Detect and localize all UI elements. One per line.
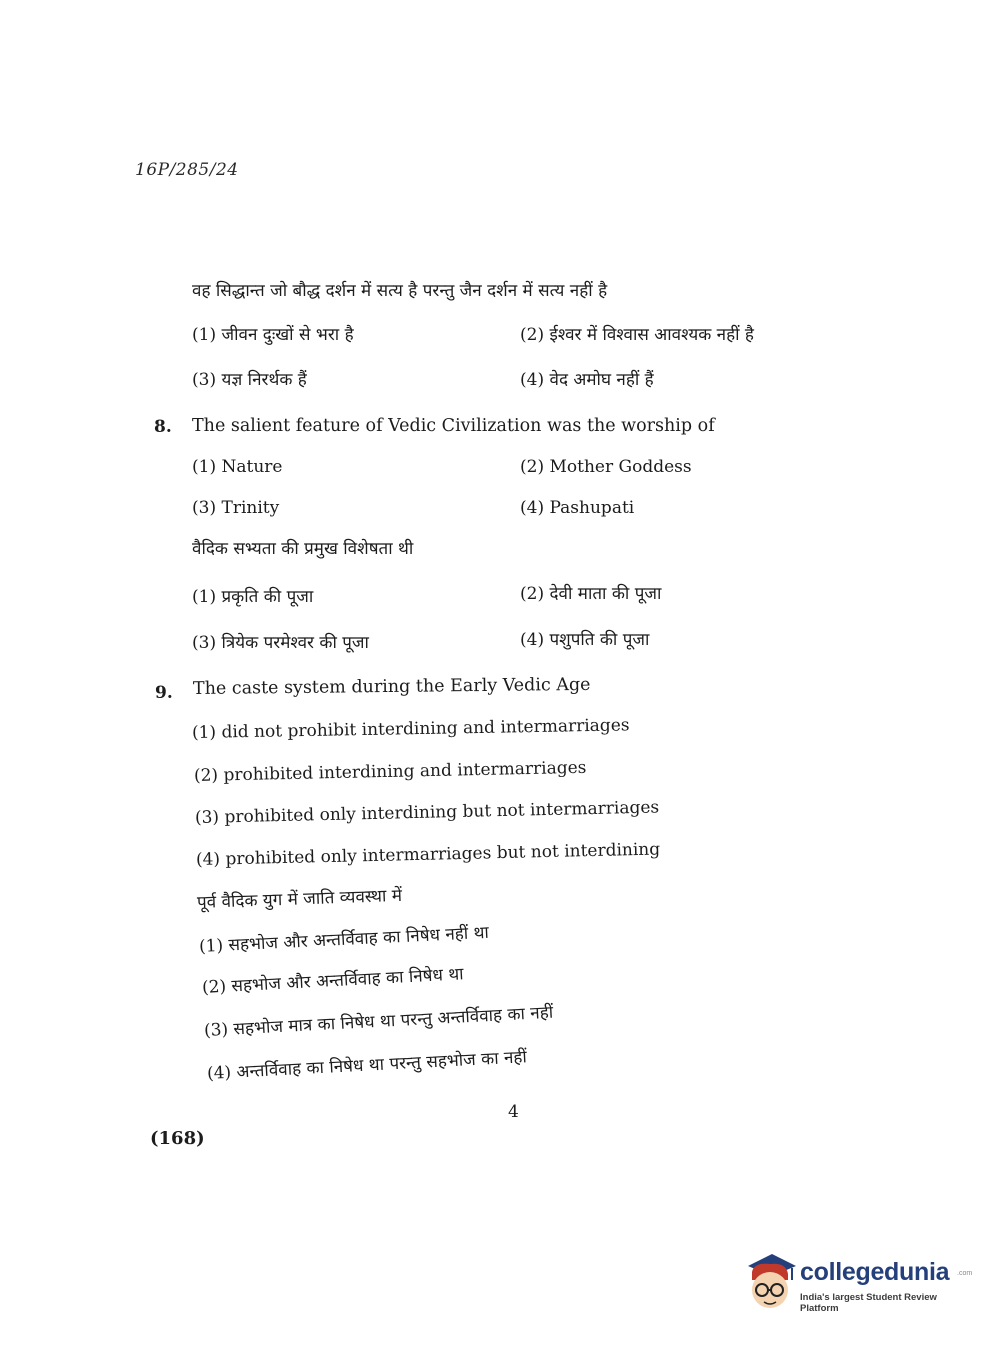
option-number: (3) [192, 633, 217, 653]
q8-hindi-option-2 [520, 581, 661, 604]
option-number: (1) [192, 457, 217, 477]
option-text: Nature [221, 457, 283, 477]
q7-hindi-stem: वह सिद्धान्त जो बौद्ध दर्शन में सत्य है परन्तु जैन दर्शन में सत्य नहीं है [192, 281, 608, 301]
option-text: अन्तर्विवाह का निषेध था परन्तु सहभोज का नहीं [236, 1047, 528, 1083]
option-number: (3) [192, 370, 217, 390]
q9-hindi-option-1 [198, 920, 489, 957]
option-number: (2) [520, 325, 545, 345]
q9-stem: The caste system during the Early Vedic Age [192, 674, 591, 699]
option-text: ईश्वर में विश्वास आवश्यक नहीं है [549, 325, 754, 345]
mascot-icon [742, 1250, 798, 1314]
option-text: यज्ञ निरर्थक हैं [221, 370, 307, 390]
q9-option-3 [195, 797, 660, 828]
option-number: (4) [195, 849, 221, 870]
option-number: (3) [192, 498, 217, 518]
option-number: (1) [192, 587, 217, 607]
option-number: (2) [201, 976, 227, 998]
q9-option-1 [192, 715, 630, 743]
option-text: Pashupati [549, 498, 635, 518]
option-text: prohibited only intermarriages but not interdining [225, 839, 661, 870]
q8-option-4 [520, 498, 634, 518]
option-text: जीवन दुःखों से भरा है [221, 325, 354, 345]
q9-hindi-stem: पूर्व वैदिक युग में जाति व्यवस्था में [196, 885, 403, 913]
q9-option-2 [194, 758, 587, 786]
option-text: पशुपति की पूजा [549, 630, 650, 650]
option-number: (1) [192, 325, 217, 345]
q7-hindi-option-3 [192, 367, 307, 390]
q8-option-3 [192, 498, 279, 518]
brand-name: collegedunia [800, 1258, 950, 1286]
option-text: सहभोज मात्र का निषेध था परन्तु अन्तर्विवाह का नहीं [233, 1002, 554, 1040]
option-text: त्रियेक परमेश्वर की पूजा [221, 633, 369, 653]
option-number: (3) [203, 1019, 229, 1041]
option-text: Trinity [221, 498, 280, 518]
option-text: वेद अमोघ नहीं हैं [549, 370, 654, 390]
brand-suffix: .com [957, 1270, 973, 1277]
option-text: प्रकृति की पूजा [221, 587, 314, 607]
booklet-code: (168) [150, 1128, 205, 1149]
option-number: (4) [520, 498, 545, 518]
option-text: prohibited interdining and intermarriages [223, 757, 587, 786]
option-number: (1) [191, 722, 217, 743]
q8-hindi-stem: वैदिक सभ्यता की प्रमुख विशेषता थी [192, 539, 414, 559]
option-text: देवी माता की पूजा [549, 584, 662, 604]
q8-hindi-option-1 [192, 584, 313, 607]
q8-number: 8. [154, 417, 172, 437]
option-text: did not prohibit interdining and intermarriages [221, 715, 630, 743]
option-text: सहभोज और अन्तर्विवाह का निषेध था [231, 964, 465, 997]
option-number: (1) [198, 935, 224, 957]
page-number: 4 [508, 1102, 519, 1122]
q7-hindi-option-4 [520, 367, 654, 390]
q8-hindi-option-4 [520, 627, 649, 650]
option-number: (3) [194, 807, 220, 828]
option-number: (4) [520, 630, 545, 650]
option-number: (2) [520, 584, 545, 604]
q8-option-1 [192, 457, 282, 477]
q7-hindi-option-2 [520, 322, 754, 345]
q9-hindi-option-3 [203, 1000, 553, 1041]
option-number: (2) [520, 457, 545, 477]
option-text: सहभोज और अन्तर्विवाह का निषेध नहीं था [228, 922, 490, 956]
option-number: (4) [520, 370, 545, 390]
q8-option-2 [520, 457, 692, 477]
option-text: prohibited only interdining but not intermarriages [224, 797, 660, 828]
collegedunia-watermark [742, 1250, 972, 1320]
option-number: (4) [206, 1062, 232, 1084]
option-number: (2) [193, 765, 219, 786]
q8-stem: The salient feature of Vedic Civilization was the worship of [192, 416, 715, 436]
brand-tagline: India's largest Student Review Platform [800, 1292, 937, 1314]
q8-hindi-option-3 [192, 630, 369, 653]
q9-hindi-option-4 [206, 1044, 527, 1084]
q7-hindi-option-1 [192, 322, 354, 345]
q9-hindi-option-2 [201, 961, 464, 998]
q9-number: 9. [155, 683, 173, 703]
q9-option-4 [196, 839, 661, 870]
page-code: 16P/285/24 [135, 160, 239, 180]
option-text: Mother Goddess [549, 457, 692, 477]
